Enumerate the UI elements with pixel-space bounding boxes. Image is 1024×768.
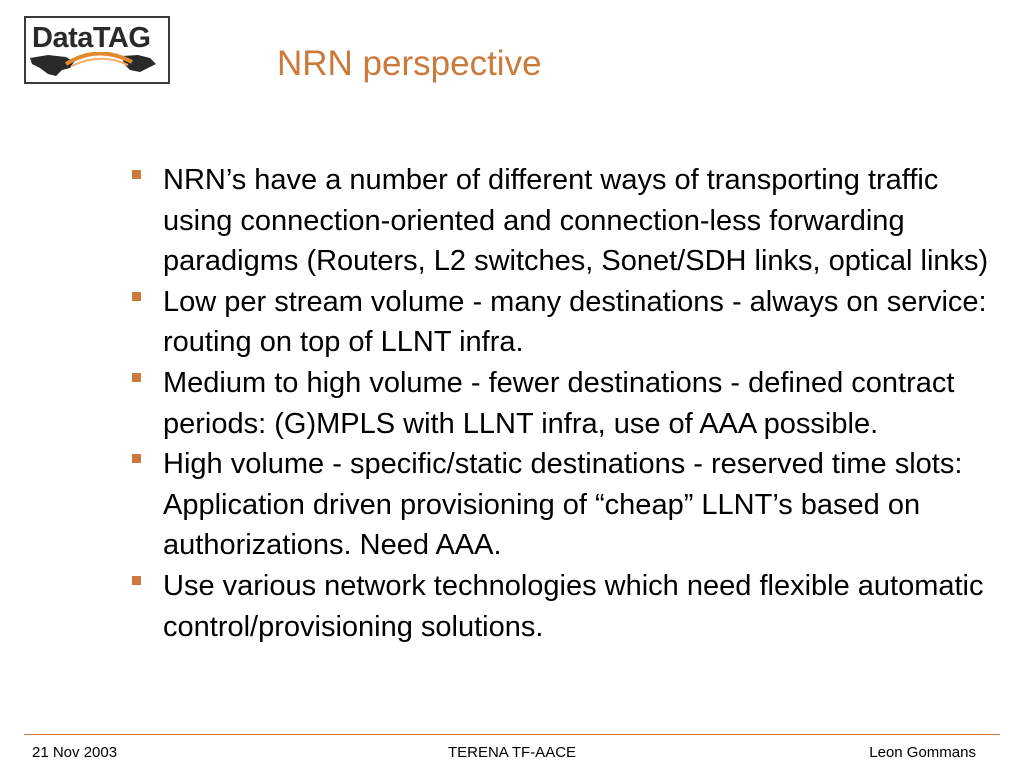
bullet-item [130,282,990,363]
bullet-item [130,160,990,282]
bullet-text: Low per stream volume - many destinations - always on service: routing on top of LLNT infra. [163,285,987,359]
datatag-logo [24,16,170,84]
footer-event: TERENA TF-AACE [447,744,577,761]
slide-title: NRN perspective [277,44,542,83]
logo-text: DataTAG [32,22,151,54]
bullet-item [130,566,990,647]
square-bullet-icon [132,292,141,301]
bullet-text: NRN’s have a number of different ways of transporting traffic using connection-oriented and connection-less forwarding paradigms (Routers, L2 switches, Sonet/SDH links, optical links) [163,164,989,278]
bullet-text: Use various network technologies which need flexible automatic control/provisioning solutions. [163,569,984,643]
footer-author: Leon Gommans [869,744,976,761]
bullet-text: Medium to high volume - fewer destinations - defined contract periods: (G)MPLS with LLNT infra, use of AAA possible. [163,366,955,440]
square-bullet-icon [132,373,141,382]
bullet-item [130,363,990,444]
footer-date: 21 Nov 2003 [32,744,118,761]
bullet-list [130,160,990,647]
world-map-icon [26,52,168,82]
footer-divider [24,734,1000,735]
square-bullet-icon [132,454,141,463]
square-bullet-icon [132,170,141,179]
square-bullet-icon [132,576,141,585]
bullet-text: High volume - specific/static destinations - reserved time slots: Application driven provisioning of “cheap” LLNT’s based on authorizations. Need AAA. [163,448,963,562]
bullet-item [130,444,990,566]
